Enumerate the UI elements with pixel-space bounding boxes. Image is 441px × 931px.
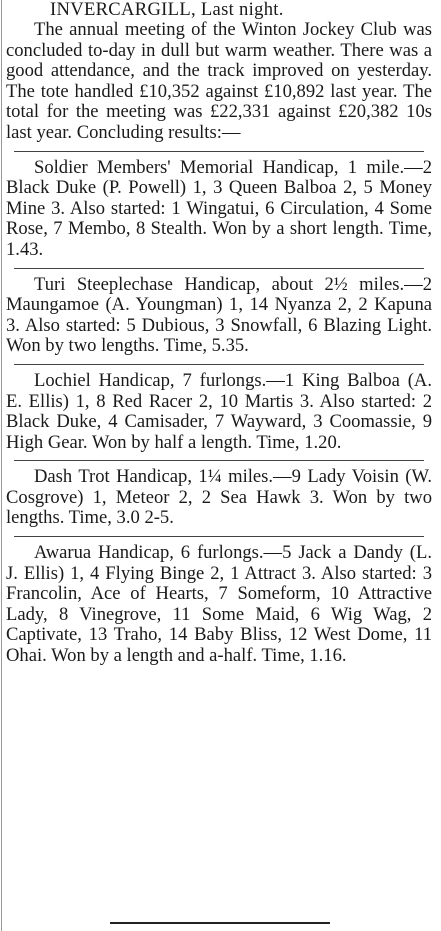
end-rule (110, 922, 330, 924)
race-result-turi-steeplechase: Turi Steeplechase Handicap, about 2½ miles.—2 Maungamoe (A. Youngman) 1, 14 Nyanza 2, 2 Kapuna 3. Also started: 5 Dubious, 3 Snowfall, 6 Blazing Light. Won by two lengths. Time, 5.35. (6, 273, 432, 357)
dateline-headline: INVERCARGILL, Last night. (50, 0, 284, 20)
column-border (1, 0, 2, 931)
divider (14, 460, 424, 461)
race-result-dash-trot: Dash Trot Handicap, 1¼ miles.—9 Lady Voisin (W. Cosgrove) 1, Meteor 2, 2 Sea Hawk 3. Won by two lengths. Time, 3.0 2-5. (6, 466, 432, 529)
divider (14, 268, 424, 269)
divider (14, 536, 424, 537)
intro-paragraph: The annual meeting of the Winton Jockey Club was concluded to-day in dull but warm weather. There was a good attendance, and the track improved on yesterday. The tote handled £10,352 against £10,892 last year. The total for the meeting was £22,331 against £20,382 10s last year. Concluding results:— (6, 19, 432, 143)
race-result-awarua: Awarua Handicap, 6 furlongs.—5 Jack a Dandy (L. J. Ellis) 1, 4 Flying Binge 2, 1 Attract 3. Also started: 3 Francolin, Ace of Hearts, 7 Someform, 10 Attractive Lady, 8 Vinegrove, 11 Some Maid, 6 Wig Wag, 2 Captivate, 13 Traho, 14 Baby Bliss, 12 West Dome, 11 Ohai. Won by a length and a-half. Time, 1.16. (6, 542, 432, 667)
news-article (6, 0, 432, 667)
divider (14, 364, 424, 365)
race-result-lochiel: Lochiel Handicap, 7 furlongs.—1 King Balboa (A. E. Ellis) 1, 8 Red Racer 2, 10 Martis 3. Also started: 2 Black Duke, 4 Camisader, 7 Wayward, 3 Coomassie, 9 High Gear. Won by half a length. Time, 1.20. (6, 369, 432, 453)
divider (14, 151, 424, 152)
race-result-soldier-members: Soldier Members' Memorial Handicap, 1 mile.—2 Black Duke (P. Powell) 1, 3 Queen Balboa 2, 5 Money Mine 3. Also started: 1 Wingatui, 6 Circulation, 4 Some Rose, 7 Membo, 8 Stealth. Won by a short length. Time, 1.43. (6, 156, 432, 260)
